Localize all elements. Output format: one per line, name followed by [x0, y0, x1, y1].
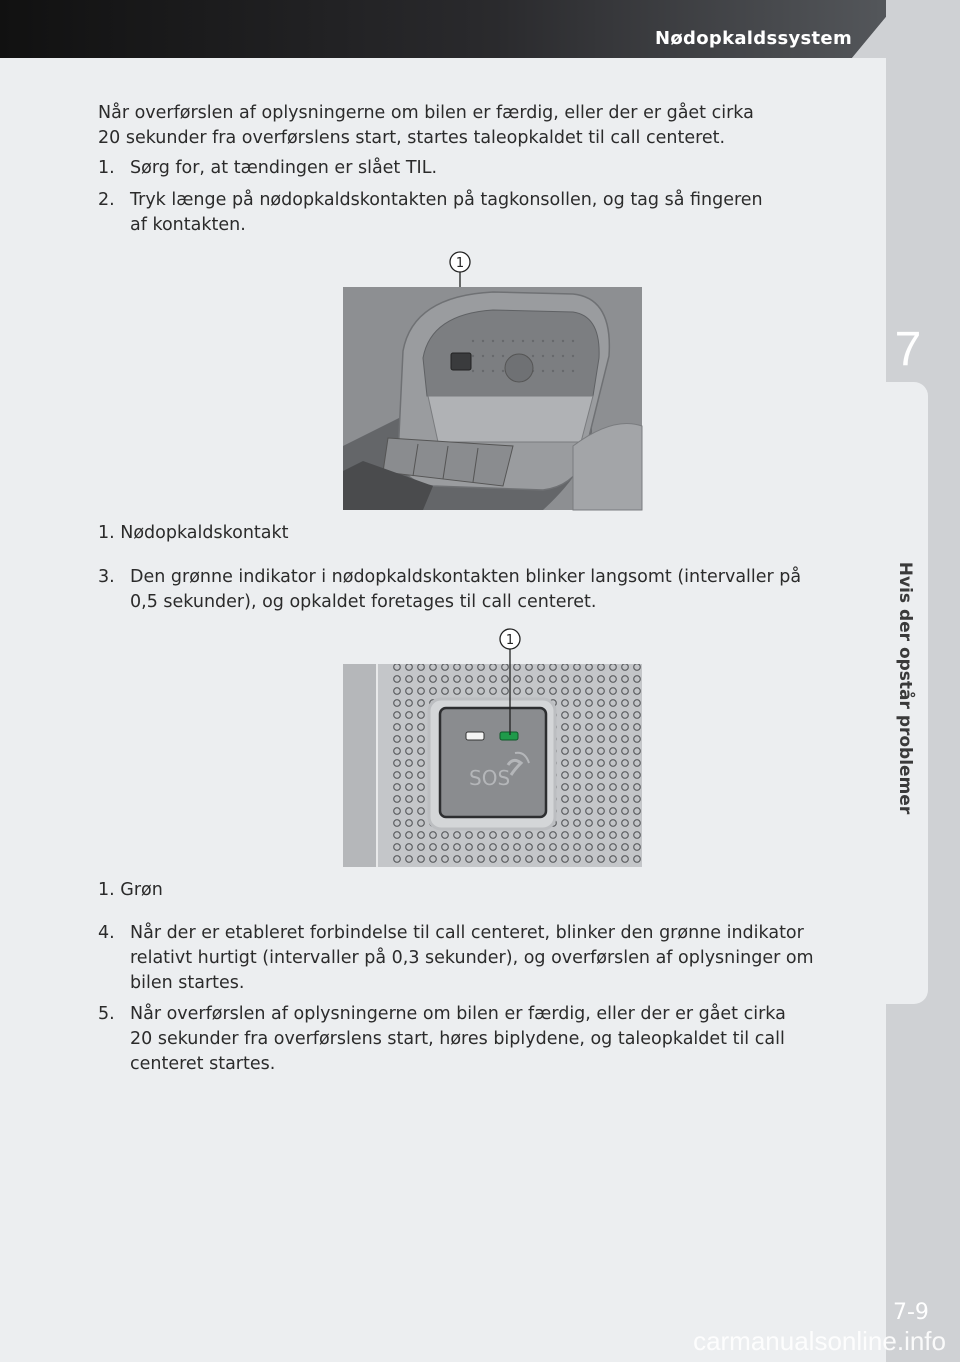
- step-number: 3.: [98, 567, 115, 587]
- step-2: [98, 188, 763, 238]
- sos-label: SOS: [469, 766, 511, 790]
- step-1: [98, 156, 437, 181]
- step-text: relativt hurtigt (intervaller på 0,3 sekunder), og overførslen af oplysninger om: [130, 948, 814, 968]
- figure1-caption: 1. Nødopkaldskontakt: [98, 523, 289, 543]
- step-4: [98, 921, 814, 996]
- callout-number: 1: [455, 256, 465, 271]
- step-text: Når overførslen af oplysningerne om bilen er færdig, eller der er gået cirka: [130, 1004, 786, 1024]
- chapter-number: 7: [894, 323, 922, 376]
- step-3: [98, 565, 801, 615]
- watermark: carmanualsonline.info: [693, 1326, 946, 1356]
- step-number: 5.: [98, 1004, 115, 1024]
- step-text: 20 sekunder fra overførslens start, høres biplydene, og taleopkaldet til call: [130, 1029, 785, 1049]
- step-5: [98, 1002, 786, 1077]
- step-text: Den grønne indikator i nødopkaldskontakten blinker langsomt (intervaller på: [130, 567, 802, 587]
- intro-line: 20 sekunder fra overførslens start, startes taleopkaldet til call centeret.: [98, 128, 726, 148]
- page-header: [0, 0, 960, 58]
- step-text: bilen startes.: [130, 973, 245, 993]
- sos-switch-figure: [343, 625, 643, 873]
- intro-paragraph: [98, 101, 754, 151]
- figure2-caption: 1. Grøn: [98, 880, 163, 900]
- overhead-console-figure: [343, 246, 643, 516]
- callout-number: 1: [505, 633, 515, 648]
- step-number: 4.: [98, 923, 115, 943]
- step-text: Tryk længe på nødopkaldskontakten på tagkonsollen, og tag så fingeren: [130, 190, 763, 210]
- sos-switch-small: [451, 353, 471, 370]
- section-title: Nødopkaldssystem: [655, 28, 852, 49]
- sos-switch-illustration: [343, 625, 643, 869]
- step-text: centeret startes.: [130, 1054, 276, 1074]
- step-number: 1.: [98, 158, 115, 178]
- step-text: Når der er etableret forbindelse til call centeret, blinker den grønne indikator: [130, 923, 804, 943]
- step-text: 0,5 sekunder), og opkaldet foretages til call centeret.: [130, 592, 597, 612]
- intro-line: Når overførslen af oplysningerne om bilen er færdig, eller der er gået cirka: [98, 103, 754, 123]
- step-text: af kontakten.: [130, 215, 246, 235]
- sos-button: [440, 708, 546, 817]
- green-indicator: [500, 732, 518, 740]
- overhead-console-illustration: [343, 246, 643, 512]
- page-number: 7-9: [893, 1300, 929, 1325]
- step-text: Sørg for, at tændingen er slået TIL.: [130, 158, 438, 178]
- step-number: 2.: [98, 190, 115, 210]
- chapter-label: Hvis der opstår problemer: [895, 561, 915, 815]
- white-indicator: [466, 732, 484, 740]
